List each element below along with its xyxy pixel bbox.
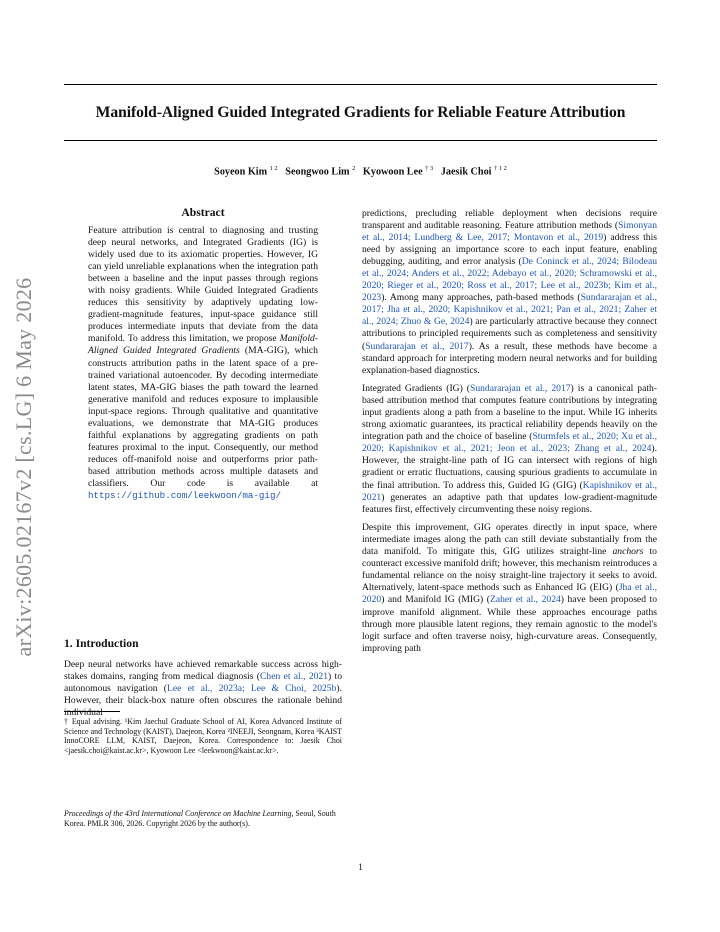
author-marks: † 3 bbox=[425, 165, 434, 172]
body-text: ) generates an adaptive path that updates low-gradient-magnitude features first, effectively circumventing these noisy regions. bbox=[362, 491, 657, 515]
body-text: Integrated Gradients (IG) ( bbox=[362, 383, 470, 395]
proceedings-note bbox=[64, 809, 342, 828]
proceedings-venue: Proceedings of the 43rd International Conference on Machine Learning bbox=[64, 809, 292, 818]
body-text: ) have been proposed to improve manifold alignment. While these approaches encourage paths through more plausible latent regions, they remain agnostic to the model's logit surface and often traverse noisy, high-curvature areas. Consequently, improving path bbox=[362, 594, 657, 654]
author-list bbox=[64, 165, 657, 177]
footnote-rule bbox=[64, 711, 120, 712]
method-name: Manifold-Aligned Guided Integrated Gradients bbox=[88, 333, 318, 357]
title-bottom-rule bbox=[64, 140, 657, 141]
abstract-text: (MA-GIG), which constructs attribution paths in the latent space of a pre-trained variational autoencoder. By decoding intermediate latent states, MA-GIG biases the path toward the learned generative manifold and reduces exposure to implausible input-space regions. Through qualitative and quantitative evaluations, we demonstrate that MA-GIG produces faithful explanations by aggregating gradients on path features proximal to the input. Consequently, our method reduces off-manifold noise and outperforms prior path-based attribution methods across multiple datasets and classifiers. Our code is available at bbox=[88, 345, 318, 489]
citation-link[interactable]: Kapishnikov et al., 2021 bbox=[362, 479, 657, 503]
abstract-text: Feature attribution is central to diagnosing and trusting deep neural networks, and Integrated Gradients (IG) is widely used due to its axiomatic properties. However, IG can yield unreliable explanations when the integration path between a baseline and the input passes through regions with noisy gradients. While Guided Integrated Gradients reduces this sensitivity by adaptively updating low-gradient-magnitude features, input-space guidance still produces intermediate inputs that deviate from the data manifold. To address this limitation, we propose bbox=[88, 225, 318, 345]
body-paragraph bbox=[362, 522, 657, 655]
author-name: Kyowoon Lee bbox=[362, 166, 423, 178]
author-name: Jaesik Choi bbox=[440, 166, 492, 178]
body-text: ) is a canonical path-based attribution method that computes feature contributions by integrating input gradients along a path from a baseline to the input. While IG inherits strong axiomatic guarantees, its practical reliability depends heavily on the integration path and the choice of baseline ( bbox=[362, 383, 657, 443]
arxiv-stamp-text: arXiv:2605.02167v2 [cs.LG] 6 May 2026 bbox=[11, 277, 36, 657]
citation-link[interactable]: Lee et al., 2023a; Lee & Choi, 2025b bbox=[167, 683, 337, 695]
citation-link[interactable]: Simonyan et al., 2014; Lundberg & Lee, 2017; Montavon et al., 2019 bbox=[362, 220, 657, 244]
body-text: Deep neural networks have achieved remarkable success across high-stakes domains, ranging from medical diagnosis ( bbox=[64, 659, 342, 683]
proceedings-rest: , Seoul, South Korea. PMLR 306, 2026. Copyright 2026 by the author(s). bbox=[64, 809, 336, 828]
body-text: to counteract excessive manifold drift; however, this mechanism reintroduces a fundamental reliance on the noisy straight-line trajectory it seeks to avoid. Alternatively, latent-space methods such as Enhanced IG (EIG) ( bbox=[362, 546, 657, 594]
affiliation-footnote: † Equal advising. ¹Kim Jaechul Graduate School of AI, Korea Advanced Institute of Science and Technology (KAIST), Daejeon, Korea ²INEEJI, Seongnam, Korea ³KAIST InnoCORE LLM, KAIST, Daejeon, Korea. Correspondence to: Jaesik Choi <jaesik.choi@kaist.ac.kr>, Kyowoon Lee <leekwoon@kaist.ac.kr>. bbox=[64, 717, 342, 756]
citation-link[interactable]: Zaher et al., 2024 bbox=[489, 594, 561, 606]
title-top-rule bbox=[64, 84, 657, 85]
body-text: ) address this need by assigning an importance score to each input feature, enabling debugging, auditing, and error analysis ( bbox=[362, 232, 657, 268]
paper-title: Manifold-Aligned Guided Integrated Gradients for Reliable Feature Attribution bbox=[95, 104, 626, 121]
body-text: ). Among many approaches, path-based methods ( bbox=[381, 292, 581, 304]
body-text: predictions, precluding reliable deployment when decisions require transparent and auditable reasoning. Feature attribution methods ( bbox=[362, 208, 657, 232]
body-text: ) are particularly attractive because they connect attributions to principled requirements such as completeness and sensitivity ( bbox=[362, 316, 657, 352]
body-text: ). However, their black-box nature often obscures the rationale behind individual bbox=[64, 683, 342, 719]
body-text: ) to autonomous navigation ( bbox=[64, 671, 343, 695]
author-name: Soyeon Kim bbox=[214, 166, 268, 178]
body-paragraph bbox=[362, 208, 657, 377]
author-marks: 2 bbox=[352, 165, 356, 172]
body-paragraph bbox=[362, 383, 657, 516]
citation-link[interactable]: Sundararajan et al., 2017 bbox=[470, 383, 571, 395]
right-column bbox=[362, 208, 657, 661]
author-marks: 1 2 bbox=[269, 165, 278, 172]
abstract-body bbox=[88, 225, 318, 502]
citation-link[interactable]: Sturmfels et al., 2020; Xu et al., 2020; Kapishnikov et al., 2021; Jeon et al., 2023; Zhang et al., 2024 bbox=[362, 431, 657, 455]
body-text: ) and Manifold IG (MIG) ( bbox=[381, 594, 490, 606]
body-text: ). As a result, these methods have become a standard approach for interpreting modern neural networks and for building explanation-based diagnostics. bbox=[362, 340, 658, 376]
emphasis-text: anchors bbox=[612, 546, 644, 558]
body-text: Despite this improvement, GIG operates directly in input space, where intermediate images along the path can still deviate substantially from the data manifold. To mitigate this, GIG utilizes straight-line bbox=[362, 522, 657, 558]
section-heading: 1. Introduction bbox=[64, 637, 139, 650]
citation-link[interactable]: Chen et al., 2021 bbox=[260, 671, 329, 683]
author-marks: † 1 2 bbox=[494, 165, 507, 172]
abstract-heading: Abstract bbox=[181, 206, 225, 219]
citation-link[interactable]: Sundararajan et al., 2017 bbox=[365, 340, 469, 352]
body-text: ). However, the straight-line path of IG can intersect with regions of high gradient or erratic fluctuations, causing spurious gradients to accumulate in the final attribution. To address this, Guided IG (GIG) ( bbox=[362, 443, 657, 491]
author-name: Seongwoo Lim bbox=[285, 166, 350, 178]
citation-link[interactable]: De Coninck et al., 2024; Bilodeau et al., 2024; Anders et al., 2022; Adebayo et al., 2020; Schramowski et al., 2020; Rieger et al., 2020; Ross et al., 2017; Lee et al., 2023b; Kim et al., 2023 bbox=[362, 256, 657, 304]
page-number: 1 bbox=[358, 862, 363, 873]
citation-link[interactable]: Sundararajan et al., 2017; Jha et al., 2020; Kapishnikov et al., 2021; Pan et al., 2021; Zaher et al., 2024; Zhuo & Ge, 2024 bbox=[362, 292, 657, 328]
code-link[interactable]: https://github.com/leekwoon/ma-gig/ bbox=[88, 490, 281, 502]
citation-link[interactable]: Jha et al., 2020 bbox=[362, 582, 657, 606]
